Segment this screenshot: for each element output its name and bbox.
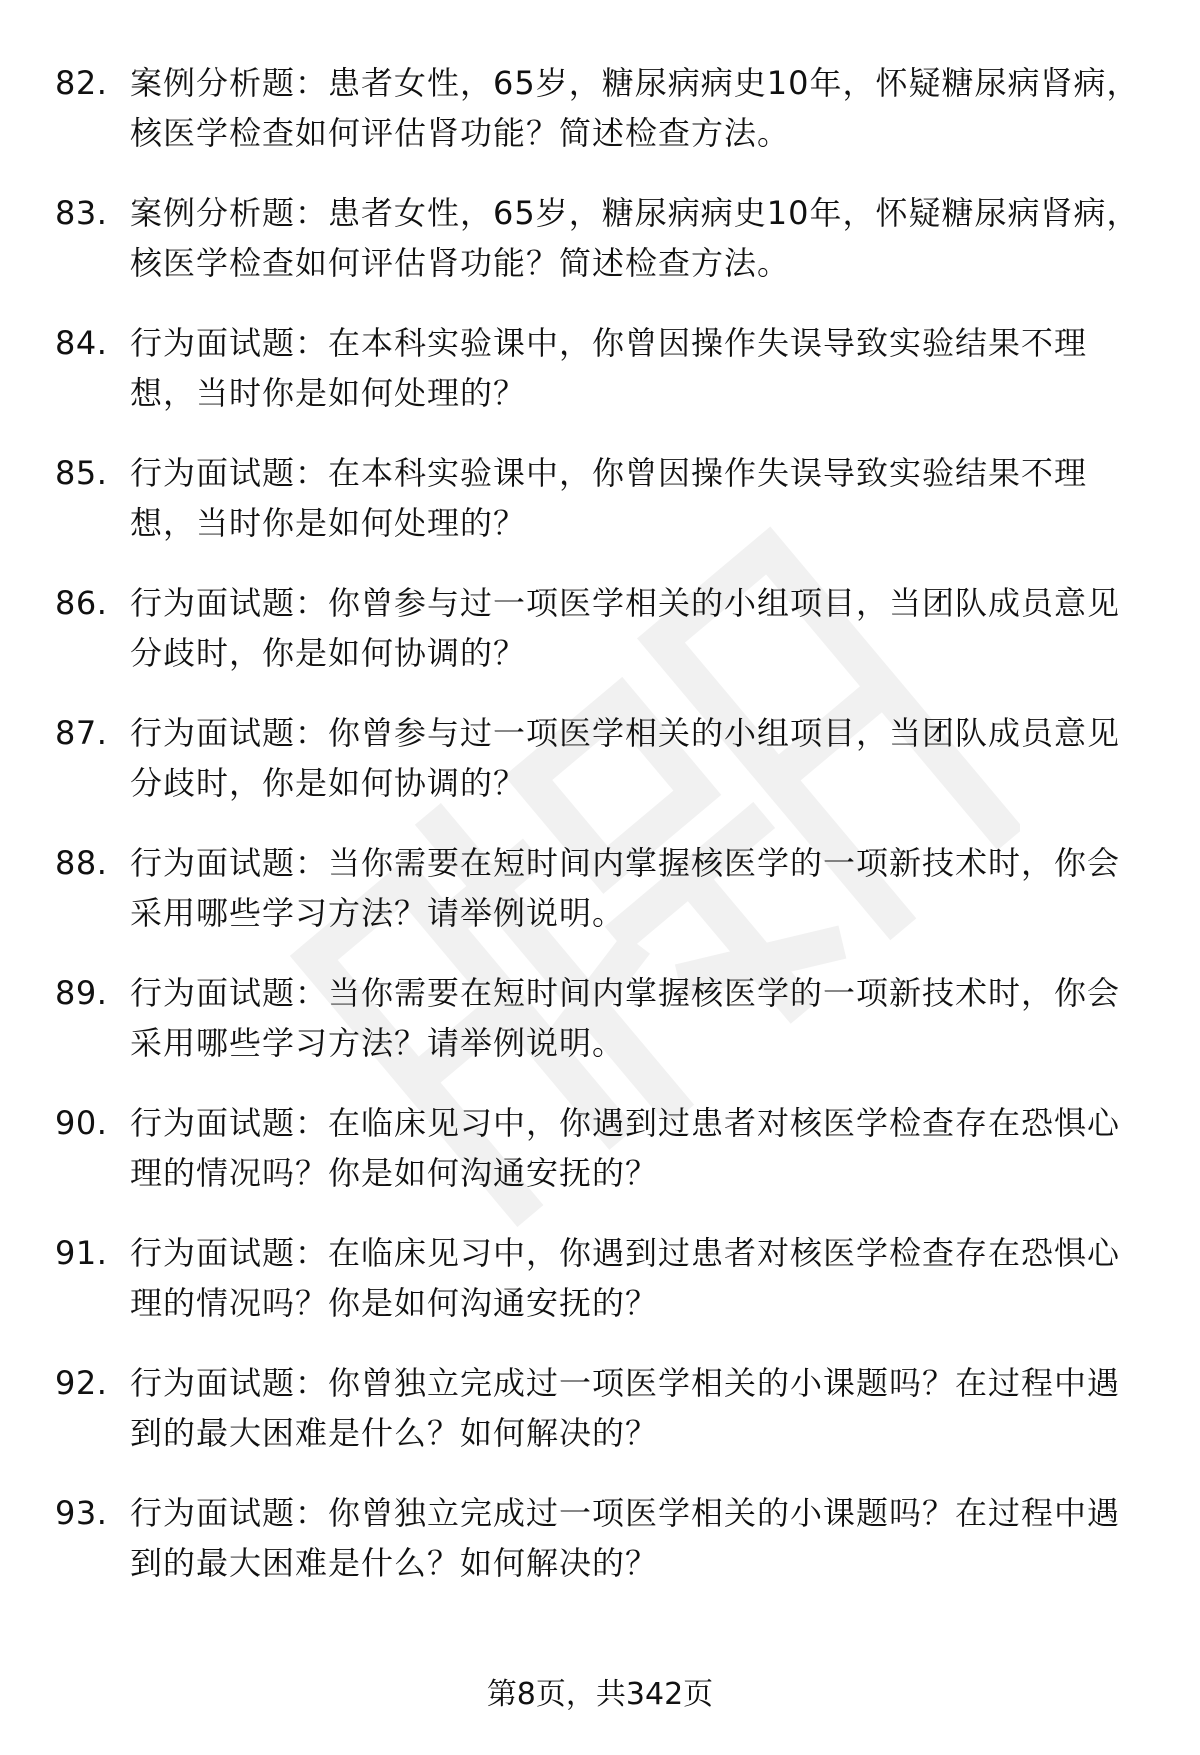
question-item <box>0 1358 1200 1488</box>
question-text: 行为面试题：在本科实验课中，你曾因操作失误导致实验结果不理想，当时你是如何处理的？ <box>130 454 1088 542</box>
question-item <box>0 708 1200 838</box>
question-number: 87. <box>55 714 108 752</box>
question-text: 行为面试题：当你需要在短时间内掌握核医学的一项新技术时，你会采用哪些学习方法？请举例说明。 <box>130 844 1121 932</box>
question-text: 案例分析题：患者女性，65岁，糖尿病病史10年，怀疑糖尿病肾病，核医学检查如何评估肾功能？简述检查方法。 <box>130 64 1140 152</box>
question-number: 93. <box>55 1494 108 1532</box>
question-item <box>0 578 1200 708</box>
question-item <box>0 318 1200 448</box>
question-number: 92. <box>55 1364 108 1402</box>
question-number: 88. <box>55 844 108 882</box>
question-item <box>0 968 1200 1098</box>
question-item <box>0 188 1200 318</box>
question-number: 84. <box>55 324 108 362</box>
question-text: 行为面试题：你曾参与过一项医学相关的小组项目，当团队成员意见分歧时，你是如何协调的？ <box>130 714 1121 802</box>
question-item <box>0 1488 1200 1618</box>
question-item <box>0 1228 1200 1358</box>
question-text: 行为面试题：在临床见习中，你遇到过患者对核医学检查存在恐惧心理的情况吗？你是如何沟通安抚的？ <box>130 1234 1121 1322</box>
question-number: 91. <box>55 1234 108 1272</box>
question-item <box>0 58 1200 188</box>
question-text: 行为面试题：你曾独立完成过一项医学相关的小课题吗？在过程中遇到的最大困难是什么？如何解决的？ <box>130 1364 1121 1452</box>
question-text: 行为面试题：你曾参与过一项医学相关的小组项目，当团队成员意见分歧时，你是如何协调的？ <box>130 584 1121 672</box>
question-item <box>0 1098 1200 1228</box>
question-number: 86. <box>55 584 108 622</box>
question-text: 行为面试题：你曾独立完成过一项医学相关的小课题吗？在过程中遇到的最大困难是什么？如何解决的？ <box>130 1494 1121 1582</box>
page-number: 第8页，共342页 <box>486 1677 714 1712</box>
question-text: 行为面试题：在临床见习中，你遇到过患者对核医学检查存在恐惧心理的情况吗？你是如何沟通安抚的？ <box>130 1104 1121 1192</box>
question-number: 85. <box>55 454 108 492</box>
question-number: 83. <box>55 194 108 232</box>
question-number: 82. <box>55 64 108 102</box>
question-item <box>0 838 1200 968</box>
question-number: 90. <box>55 1104 108 1142</box>
question-number: 89. <box>55 974 108 1012</box>
question-item <box>0 448 1200 578</box>
question-text: 案例分析题：患者女性，65岁，糖尿病病史10年，怀疑糖尿病肾病，核医学检查如何评估肾功能？简述检查方法。 <box>130 194 1140 282</box>
question-text: 行为面试题：当你需要在短时间内掌握核医学的一项新技术时，你会采用哪些学习方法？请举例说明。 <box>130 974 1121 1062</box>
question-text: 行为面试题：在本科实验课中，你曾因操作失误导致实验结果不理想，当时你是如何处理的？ <box>130 324 1088 412</box>
question-list <box>0 58 1200 1618</box>
